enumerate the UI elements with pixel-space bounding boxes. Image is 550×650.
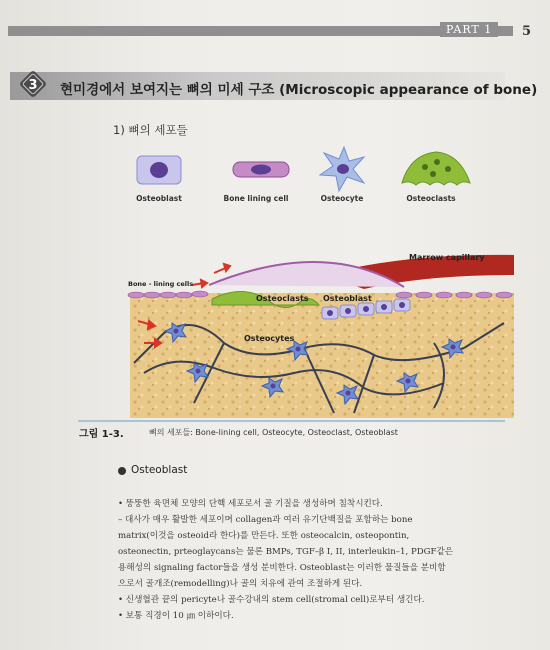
cell-label-osteocyte: Osteocyte <box>320 194 364 203</box>
header-bar <box>8 26 513 36</box>
body-line: – 대사가 매우 활발한 세포이며 collagen과 여러 유기단백질을 포함하는 bone <box>118 515 413 525</box>
osteoblast-cell-icon <box>137 156 181 184</box>
section-number: 3 <box>28 78 38 93</box>
part-label: PART 1 <box>440 22 498 37</box>
osteoblast-heading: Osteoblast <box>131 464 188 476</box>
osteoblast-figure-label: Osteoblast <box>323 294 372 303</box>
osteoclasts-figure-label: Osteoclasts <box>256 294 309 303</box>
bone-lining-cells-label: Bone - lining cells <box>128 280 194 288</box>
page-number: 5 <box>522 24 532 39</box>
cell-label-osteoblast: Osteoblast <box>136 194 182 203</box>
figure-caption-text: 뼈의 세포들: Bone-lining cell, Osteocyte, Osteoclast, Osteoblast <box>149 428 398 437</box>
osteoclast-cell-icon <box>402 152 470 185</box>
osteocyte-cell-icon <box>320 147 364 191</box>
body-line: 용해성의 signaling factor들을 생성 분비한다. Osteoblast는 이러한 물질들을 분비함 <box>118 563 446 573</box>
body-line: • 신생혈관 끝의 pericyte나 골수강내의 stem cell(stromal cell)로부터 생긴다. <box>118 595 425 605</box>
marrow-capillary-label: Marrow capillary <box>409 253 485 262</box>
section-title: 현미경에서 보여지는 뼈의 미세 구조 (Microscopic appearance of bone) <box>60 82 538 98</box>
osteocytes-figure-label: Osteocytes <box>244 334 295 343</box>
caption-rule <box>78 420 505 422</box>
subsection-title: 1) 뼈의 세포들 <box>113 123 188 137</box>
bone-tissue-figure <box>104 243 514 418</box>
cell-label-osteoclasts: Osteoclasts <box>406 194 456 203</box>
body-line: matrix(이것을 osteoid라 한다)를 만든다. 또한 osteocalcin, osteopontin, <box>118 531 410 541</box>
body-line: • 뚱뚱한 육면체 모양의 단핵 세포로서 골 기질을 생성하며 침착시킨다. <box>118 499 383 509</box>
body-line: osteonectin, prteoglaycans는 물론 BMPs, TGF–β I, II, interleukin–1, PDGF같은 <box>118 547 454 557</box>
section-number-badge <box>19 70 47 98</box>
osteoblast-bullet-icon <box>118 467 126 475</box>
figure-caption-label: 그림 1-3. <box>79 429 124 440</box>
body-line: • 보통 직경이 10 ㎛ 이하이다. <box>118 611 234 621</box>
cell-label-bone-lining: Bone lining cell <box>223 194 289 203</box>
bone-lining-cell-icon <box>233 162 289 177</box>
body-line: 으로서 골개조(remodelling)나 골의 치유에 관여 조절하게 된다. <box>118 579 363 589</box>
cell-types-illustration <box>110 145 510 193</box>
